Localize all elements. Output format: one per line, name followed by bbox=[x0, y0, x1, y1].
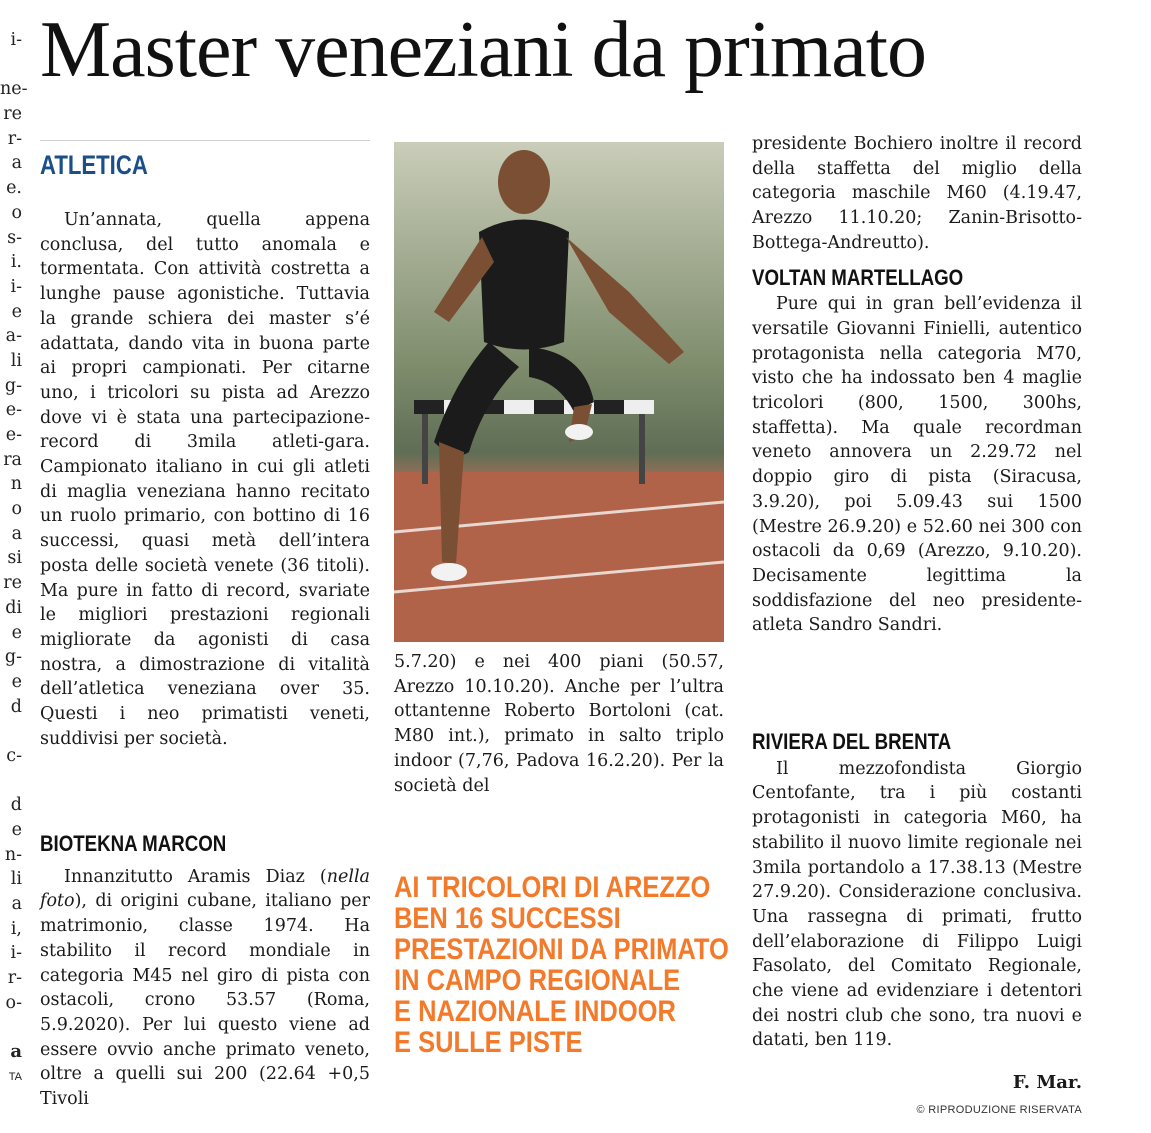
riviera-paragraph: Il mezzofondista Giorgio Centofante, tra i più costanti protagonisti in categoria M60, ha stabilito il nuovo limite regionale nei 3mila portandolo a 17.38.13 (Mestre 27.9.20). Considerazione conclusiva. Una rassegna di primati, frutto dell’elaborazione di Filippo Luigi Fasolato, del Comitato Regionale, che viene ad evidenziare i detentori dei nostri club che sono, tra nuovi e datati, ben 119. bbox=[752, 758, 1082, 1051]
fragment-line: r- bbox=[7, 128, 22, 149]
fragment-line: e- bbox=[5, 425, 22, 445]
fragment-line: re bbox=[3, 104, 22, 125]
pull-quote-line: E SULLE PISTE bbox=[394, 1026, 583, 1059]
fragment-line: n- bbox=[4, 844, 22, 865]
fragment-line: a bbox=[11, 523, 22, 544]
fragment-line: e bbox=[11, 820, 22, 840]
pull-quote bbox=[394, 871, 729, 1059]
fragment-line: c- bbox=[6, 745, 22, 766]
copyright-notice: © RIPRODUZIONE RISERVATA bbox=[916, 1104, 1082, 1116]
fragment-line: g- bbox=[4, 375, 22, 396]
subheading-biotekna: BIOTEKNA MARCON bbox=[40, 831, 227, 856]
subheading-voltan: VOLTAN MARTELLAGO bbox=[752, 264, 964, 290]
fragment-line: e bbox=[11, 622, 22, 643]
fragment-line: TA bbox=[8, 1070, 22, 1083]
photo-reference: nella foto bbox=[40, 866, 370, 912]
fragment-line bbox=[0, 719, 22, 744]
fragment-line: o bbox=[11, 202, 22, 223]
fragment-line: re bbox=[3, 573, 22, 594]
fragment-line: ne- bbox=[0, 79, 28, 100]
pull-quote-line: PRESTAZIONI DA PRIMATO bbox=[394, 933, 729, 966]
subheading-riviera: RIVIERA DEL BRENTA bbox=[752, 729, 952, 754]
article-column-1-continued bbox=[40, 831, 370, 1112]
article-column-3 bbox=[752, 132, 1082, 638]
fragment-line: i- bbox=[10, 30, 22, 50]
fragment-line: li bbox=[10, 869, 22, 890]
fragment-line: si bbox=[7, 548, 22, 569]
previous-column-fragments bbox=[0, 28, 28, 1090]
byline: F. Mar. bbox=[1012, 1072, 1082, 1093]
pull-quote-line: BEN 16 SUCCESSI bbox=[394, 902, 621, 935]
fragment-line: e- bbox=[5, 400, 22, 421]
fragment-line: a bbox=[11, 894, 22, 915]
fragment-line bbox=[0, 53, 22, 78]
article-column-3-continued bbox=[752, 729, 1082, 1053]
hurdler-photo-icon bbox=[394, 142, 724, 642]
biotekna-paragraph: Innanzitutto Aramis Diaz (nella foto), di origini cubane, italiano per matrimonio, classe 1974. Ha stabilito il record mondiale in categoria M45 nel giro di pista con ostacoli, crono 53.57 (Roma, 5.9.2020). Per lui questo viene ad essere ovvio anche primato veneto, oltre a quelli sui 200 (22.64 +0,5 Tivoli bbox=[40, 866, 370, 1110]
voltan-paragraph: Pure qui in gran bell’evidenza il versatile Giovanni Finielli, autentico protagonista nella categoria M70, visto che ha indossato ben 4 maglie tricolori (800, 1500, 300hs, staffetta). Ma quale recordman veneto annovera un 2.29.72 nel doppio giro di pista (Siracusa, 3.9.20), poi 5.09.43 sui 1500 (Mestre 26.9.20) e 52.60 nei 300 con ostacoli da 0,69 (Arezzo, 9.10.20). Decisamente legittima la soddisfazione del neo presidente-atleta Sandro Sandri. bbox=[752, 294, 1082, 636]
fragment-line: d bbox=[10, 696, 22, 717]
article-column-1 bbox=[40, 208, 370, 751]
pull-quote-line: IN CAMPO REGIONALE bbox=[394, 964, 681, 997]
athlete-photo bbox=[394, 142, 724, 642]
column-2-paragraph: 5.7.20) e nei 400 piani (50.57, Arezzo 10.10.20). Anche per l’ultra ottantenne Roberto Bortoloni (cat. M80 int.), primato in salto triplo indoor (7,76, Padova 16.2.20). Per la società del bbox=[394, 652, 724, 796]
pull-quote-line: E NAZIONALE INDOOR bbox=[394, 995, 676, 1028]
fragment-line: e bbox=[11, 301, 22, 322]
fragment-line: e bbox=[11, 671, 22, 692]
fragment-line: a bbox=[10, 1041, 22, 1063]
section-label: ATLETICA bbox=[40, 150, 148, 180]
fragment-line: s- bbox=[7, 227, 22, 248]
intro-paragraph: Un’annata, quella appena conclusa, del tutto anomala e tormentata. Con attività costretta a lunghe pause agonistiche. Tuttavia la grande schiera dei master s’é adattata, dando vita in buona parte ai propri campionati. Per citarne uno, i tricolori su pista ad Arezzo dove vi è stata una partecipazione-record di 3mila atleti-gara. Campionato italiano in cui gli atleti di maglia veneziana hanno recitato un ruolo primario, con bottino di 16 successi, quasi metà dell’intera posta delle società venete (36 titoli). Ma pure in fatto di record, svariate le migliori prestazioni regionali migliorate da agonisti di casa nostra, a dimostrazione di vitalità dell’atletica veneziana over 35. Questi i neo primatisti veneti, suddivisi per società. bbox=[40, 210, 370, 749]
fragment-line: e. bbox=[6, 178, 22, 199]
fragment-line: g- bbox=[4, 647, 22, 668]
fragment-line: o- bbox=[5, 992, 22, 1013]
fragment-line: li bbox=[10, 350, 22, 371]
fragment-line: i, bbox=[10, 918, 22, 939]
fragment-line bbox=[0, 769, 22, 794]
headline: Master veneziani da primato bbox=[40, 6, 926, 94]
fragment-line: n bbox=[10, 474, 22, 495]
staffetta-paragraph: presidente Bochiero inoltre il record della staffetta del miglio della categoria maschile M60 (4.19.47, Arezzo 11.10.20; Zanin-Brisotto-Bottega-Andreutto). bbox=[752, 134, 1082, 253]
section-divider bbox=[40, 140, 370, 141]
article-column-2 bbox=[394, 650, 724, 798]
fragment-line: di bbox=[5, 597, 22, 618]
fragment-line: i- bbox=[10, 276, 22, 297]
pull-quote-line: AI TRICOLORI DI AREZZO bbox=[394, 871, 711, 904]
fragment-line: i. bbox=[10, 252, 22, 273]
fragment-line: a bbox=[11, 153, 22, 174]
fragment-line: o bbox=[11, 499, 22, 520]
fragment-line: a- bbox=[5, 326, 22, 347]
fragment-line: ra bbox=[3, 449, 22, 470]
fragment-line bbox=[0, 1016, 22, 1041]
fragment-line: i- bbox=[10, 943, 22, 964]
fragment-line: r- bbox=[7, 968, 22, 989]
fragment-line: d bbox=[10, 795, 22, 816]
